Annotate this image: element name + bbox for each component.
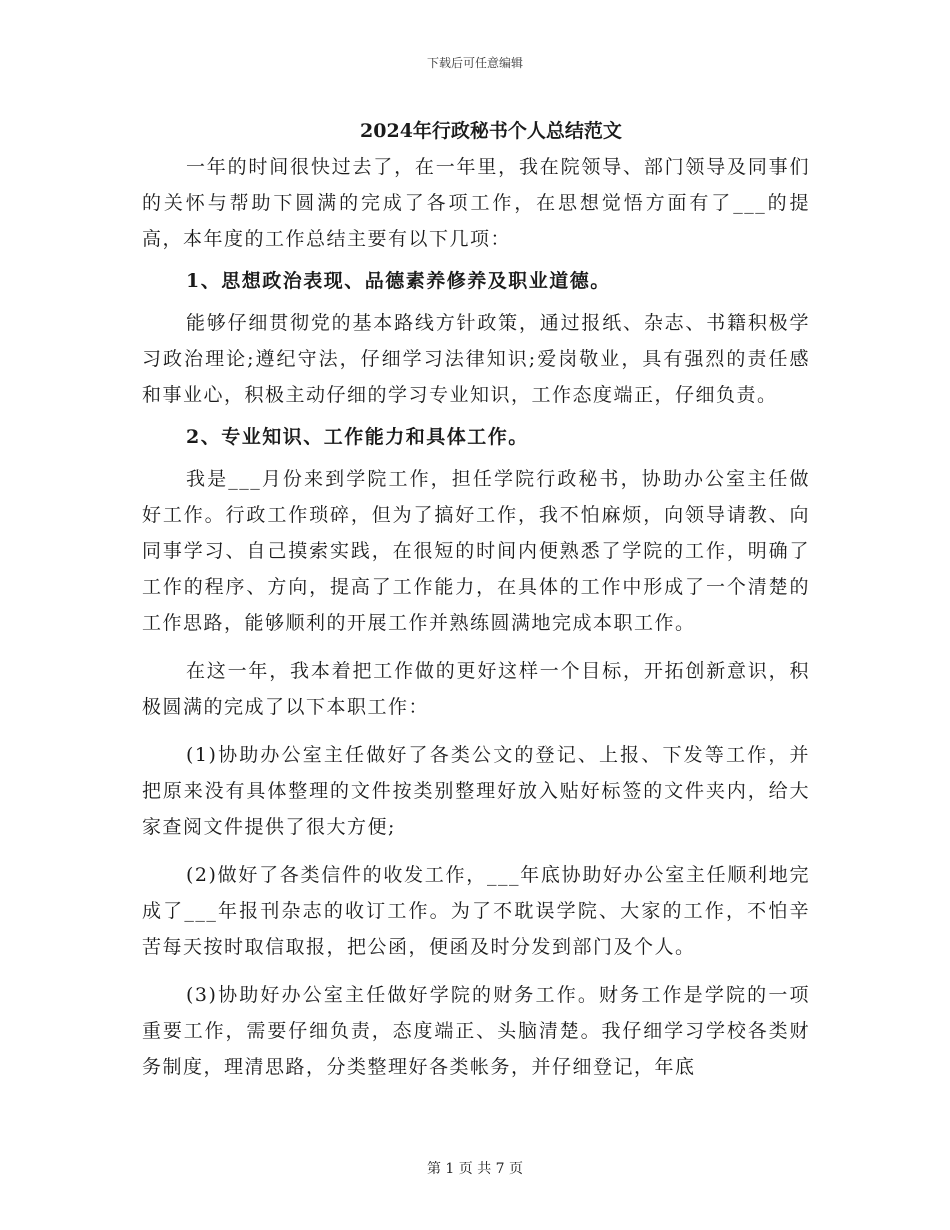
intro-paragraph: 一年的时间很快过去了，在一年里，我在院领导、部门领导及同事们的关怀与帮助下圆满的完成了各项工作，在思想觉悟方面有了___的提高，本年度的工作总结主要有以下几项： bbox=[142, 156, 810, 250]
document-title: 2024年行政秘书个人总结范文 bbox=[360, 120, 622, 142]
work-item-3: (3)协助好办公室主任做好学院的财务工作。财务工作是学院的一项重要工作，需要仔细负责，态度端正、头脑清楚。我仔细学习学校各类财务制度，理清思路，分类整理好各类帐务，并仔细登记，年底 bbox=[142, 984, 810, 1078]
year-goals-paragraph: 在这一年，我本着把工作做的更好这样一个目标，开拓创新意识，积极圆满的完成了以下本职工作： bbox=[142, 660, 810, 718]
page-number-footer: 第 1 页 共 7 页 bbox=[426, 1161, 524, 1177]
document-body bbox=[142, 113, 810, 1085]
section-1-heading: 1、思想政治表现、品德素养修养及职业道德。 bbox=[186, 270, 611, 292]
section-1-paragraph: 能够仔细贯彻党的基本路线方针政策，通过报纸、杂志、书籍积极学习政治理论;遵纪守法，仔细学习法律知识;爱岗敬业，具有强烈的责任感和事业心，积极主动仔细的学习专业知识，工作态度端正，仔细负责。 bbox=[142, 312, 810, 406]
section-2-paragraph: 我是___月份来到学院工作，担任学院行政秘书，协助办公室主任做好工作。行政工作琐碎，但为了搞好工作，我不怕麻烦，向领导请教、向同事学习、自己摸索实践，在很短的时间内便熟悉了学院的工作，明确了工作的程序、方向，提高了工作能力，在具体的工作中形成了一个清楚的工作思路，能够顺利的开展工作并熟练圆满地完成本职工作。 bbox=[142, 468, 810, 634]
work-item-2: (2)做好了各类信件的收发工作，___年底协助好办公室主任顺利地完成了___年报刊杂志的收订工作。为了不耽误学院、大家的工作，不怕辛苦每天按时取信取报，把公函，便函及时分发到部门及个人。 bbox=[142, 864, 810, 958]
section-2-heading: 2、专业知识、工作能力和具体工作。 bbox=[186, 426, 529, 448]
page-header-note: 下载后可任意编辑 bbox=[426, 56, 523, 70]
work-item-1: (1)协助办公室主任做好了各类公文的登记、上报、下发等工作，并把原来没有具体整理的文件按类别整理好放入贴好标签的文件夹内，给大家查阅文件提供了很大方便; bbox=[142, 744, 810, 838]
